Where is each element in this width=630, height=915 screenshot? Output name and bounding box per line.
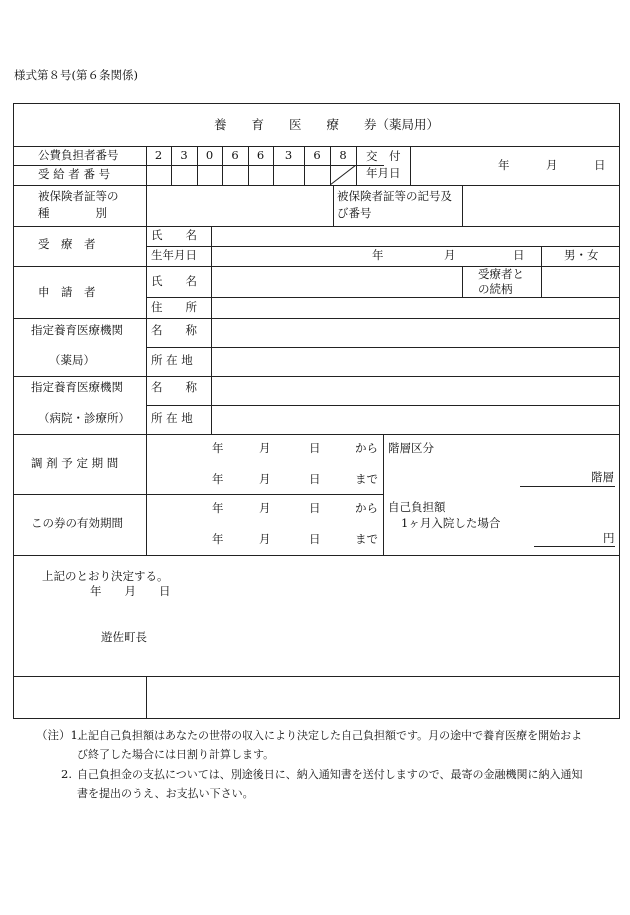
payer-digit: 3 — [284, 148, 293, 162]
period-day: 日 — [309, 472, 321, 486]
rule — [13, 185, 620, 186]
issue-date-label: 交 付 — [366, 149, 401, 163]
class-underline — [520, 486, 615, 487]
copay-label: 1ヶ月入院した場合 — [401, 516, 501, 530]
rule — [383, 434, 384, 555]
issue-day: 日 — [594, 158, 606, 172]
period-day: 日 — [309, 501, 321, 515]
rule — [410, 146, 411, 185]
period-year: 年 — [212, 532, 224, 546]
note-1: 上記自己負担額はあなたの世帯の収入により決定した自己負担額です。月の途中で養育医療を開始およ — [77, 729, 583, 742]
period-month: 月 — [259, 472, 271, 486]
hospital-address-label: 所 在 地 — [151, 411, 193, 425]
pharmacy-address-label: 所 在 地 — [151, 353, 193, 367]
decision-text: 上記のとおり決定する。 — [42, 569, 169, 583]
insured-kind-label: 被保険者証等の — [38, 189, 119, 203]
form-title: 養 育 医 療 券（薬局用） — [214, 117, 440, 132]
copay-underline — [534, 546, 615, 547]
slash-mark — [330, 165, 356, 185]
note-2-number: 2. — [61, 767, 72, 781]
pharmacy-label: （薬局） — [49, 353, 95, 367]
insured-code-label: 被保険者証等の記号及 — [337, 189, 452, 203]
rule — [13, 266, 620, 267]
recipient-number-label: 受 給 者 番 号 — [38, 167, 111, 181]
sex-field: 男・女 — [564, 248, 599, 262]
rule — [146, 347, 620, 348]
period-month: 月 — [259, 532, 271, 546]
birth-month: 月 — [444, 248, 456, 262]
rule — [13, 494, 383, 495]
period-to: まで — [355, 532, 378, 546]
note-1: び終了した場合には日割り計算します。 — [77, 748, 275, 761]
rule — [146, 434, 147, 555]
note-prefix: （注）1. — [36, 728, 82, 742]
class-unit: 階層 — [591, 470, 614, 484]
insured-kind-label: 種 別 — [38, 206, 107, 220]
period-year: 年 — [212, 472, 224, 486]
rule — [211, 226, 212, 434]
patient-name-label: 氏 名 — [151, 228, 197, 242]
payer-digit: 6 — [256, 148, 265, 162]
applicant-label: 申 請 者 — [38, 285, 96, 299]
class-label: 階層区分 — [388, 441, 434, 455]
relation-label: の続柄 — [478, 282, 513, 296]
rule — [13, 318, 620, 319]
note-2: 書を提出のうえ、お支払い下さい。 — [77, 787, 254, 800]
rule — [146, 297, 620, 298]
address-label: 住 所 — [151, 300, 197, 314]
rule — [13, 555, 620, 556]
rule — [356, 146, 357, 185]
payer-digit: 2 — [154, 148, 163, 162]
decision-date: 年 月 日 — [90, 584, 171, 598]
note-2: 自己負担金の支払については、別途後日に、納入通知書を送付しますので、最寄の金融機関に納入通知 — [77, 768, 583, 781]
payer-digit: 6 — [313, 148, 321, 162]
rule — [146, 405, 620, 406]
pharmacy-name-label: 名 称 — [151, 323, 197, 337]
period-from: から — [355, 441, 378, 455]
payer-number-label: 公費負担者番号 — [38, 148, 119, 162]
insured-code-label: び番号 — [337, 206, 372, 220]
issue-date-label: 年月日 — [366, 166, 401, 180]
applicant-name-label: 氏 名 — [151, 274, 197, 288]
rule — [13, 434, 620, 435]
signer: 遊佐町長 — [101, 630, 147, 644]
rule — [462, 185, 463, 226]
period-year: 年 — [212, 501, 224, 515]
form-id: 様式第８号(第６条関係) — [14, 68, 138, 82]
period-to: まで — [355, 472, 378, 486]
hospital-name-label: 名 称 — [151, 380, 197, 394]
hospital-label: （病院・診療所） — [38, 411, 130, 425]
rule — [13, 146, 620, 147]
rule — [146, 146, 147, 434]
rule — [13, 165, 384, 166]
rule — [146, 676, 147, 719]
rule — [541, 246, 542, 297]
birth-day: 日 — [513, 248, 525, 262]
payer-digit: 8 — [339, 148, 347, 162]
birth-year: 年 — [372, 248, 384, 262]
validity-period-label: この券の有効期間 — [31, 516, 123, 530]
period-day: 日 — [309, 532, 321, 546]
payer-digit: 0 — [205, 148, 214, 162]
period-day: 日 — [309, 441, 321, 455]
period-year: 年 — [212, 441, 224, 455]
rule — [146, 246, 620, 247]
copay-unit: 円 — [603, 531, 615, 545]
payer-digit: 3 — [180, 148, 188, 162]
payer-digit: 6 — [231, 148, 239, 162]
copay-label: 自己負担額 — [388, 500, 446, 514]
issue-month: 月 — [546, 158, 558, 172]
dispense-period-label: 調 剤 予 定 期 間 — [31, 456, 119, 470]
issue-year: 年 — [498, 158, 510, 172]
patient-label: 受 療 者 — [38, 237, 96, 251]
rule — [13, 376, 620, 377]
period-month: 月 — [259, 441, 271, 455]
pharmacy-label: 指定養育医療機関 — [31, 323, 123, 337]
rule — [462, 266, 463, 297]
rule — [333, 185, 334, 226]
period-from: から — [355, 501, 378, 515]
period-month: 月 — [259, 501, 271, 515]
hospital-label: 指定養育医療機関 — [31, 380, 123, 394]
relation-label: 受療者と — [478, 267, 524, 281]
birth-date-label: 生年月日 — [151, 248, 197, 262]
rule — [13, 226, 620, 227]
rule — [13, 676, 620, 677]
